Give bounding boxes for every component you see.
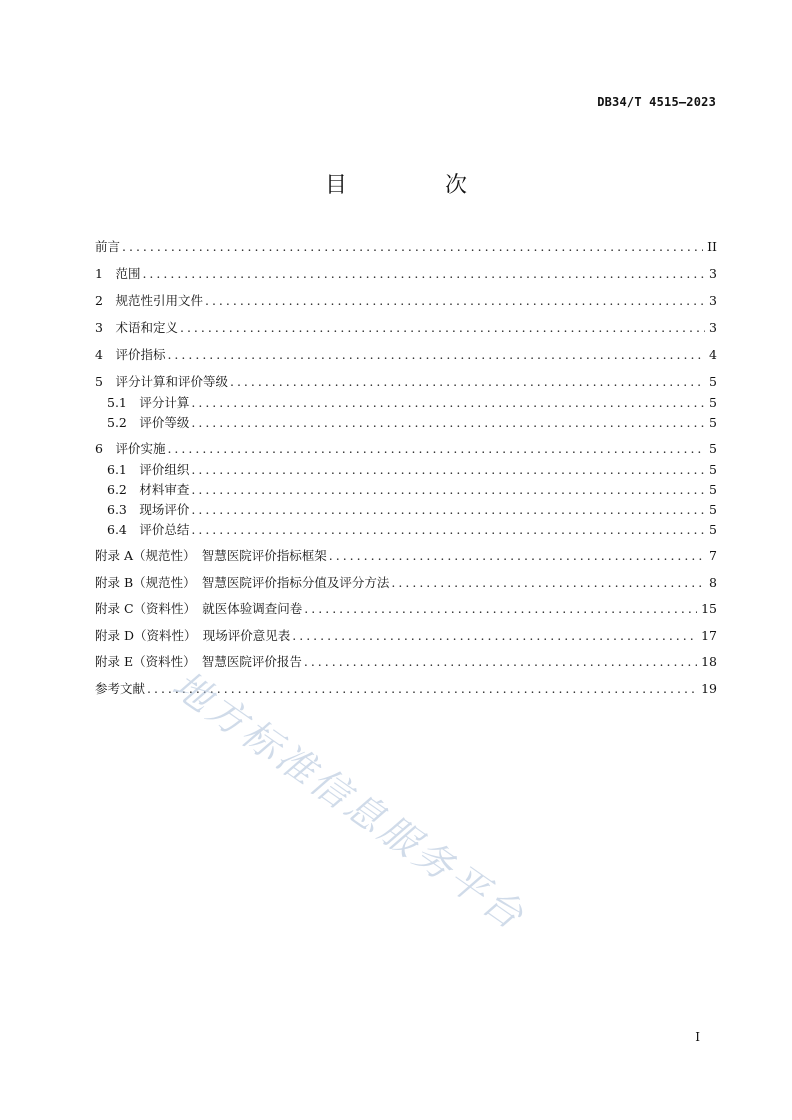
toc-entry-page: 7: [709, 548, 717, 563]
toc-entry-indicators[interactable]: [95, 346, 717, 364]
toc-entry-label: 4 评价指标: [95, 347, 166, 362]
toc-entry-appendix-d[interactable]: [95, 627, 717, 645]
toc-entry-page: 17: [701, 628, 717, 643]
toc-entry-page: 15: [701, 601, 717, 616]
toc-entry-page: 5: [709, 462, 717, 477]
toc-leader-dots: [304, 600, 697, 618]
toc-entry-page: 19: [701, 681, 717, 696]
toc-entry-page: 5: [709, 415, 717, 430]
toc-leader-dots: [191, 461, 705, 479]
toc-entry-label: 5 评分计算和评价等级: [95, 374, 228, 389]
toc-leader-dots: [205, 292, 705, 310]
toc-entry-6-4[interactable]: [107, 521, 717, 539]
toc-entry-label: 6.2 材料审查: [107, 482, 190, 497]
toc-leader-dots: [191, 481, 705, 499]
toc-leader-dots: [391, 574, 705, 592]
toc-entry-6-2[interactable]: [107, 481, 717, 499]
toc-entry-label: 5.1 评分计算: [107, 395, 190, 410]
toc-entry-page: 5: [709, 395, 717, 410]
toc-entry-label: 5.2 评价等级: [107, 415, 190, 430]
toc-entry-appendix-a[interactable]: [95, 547, 717, 565]
toc-leader-dots: [167, 440, 705, 458]
toc-entry-page: 5: [709, 441, 717, 456]
toc-entry-appendix-b[interactable]: [95, 574, 717, 592]
toc-entry-label: 附录 E（资料性） 智慧医院评价报告: [95, 654, 302, 669]
document-code: DB34/T 4515—2023: [597, 95, 716, 109]
page-title: 目 次: [324, 173, 505, 198]
toc-entry-label: 6.3 现场评价: [107, 502, 190, 517]
toc-entry-appendix-c[interactable]: [95, 600, 717, 618]
toc-entry-label: 附录 A（规范性） 智慧医院评价指标框架: [95, 548, 327, 563]
toc-entry-label: 6 评价实施: [95, 441, 166, 456]
toc-entry-page: 8: [709, 575, 717, 590]
toc-entry-page: 3: [709, 320, 717, 335]
watermark: 地方标准信息服务平台: [164, 662, 534, 940]
toc-entry-page: 5: [709, 522, 717, 537]
toc-entry-page: 3: [709, 266, 717, 281]
toc-entry-page: 4: [709, 347, 717, 362]
toc-entry-scope[interactable]: [95, 265, 717, 283]
toc-entry-label: 附录 D（资料性） 现场评价意见表: [95, 628, 291, 643]
toc-entry-page: 3: [709, 293, 717, 308]
toc-entry-label: 参考文献: [95, 681, 146, 696]
toc-entry-page: 18: [701, 654, 717, 669]
toc-entry-page: 5: [709, 482, 717, 497]
toc-leader-dots: [191, 521, 705, 539]
toc-leader-dots: [180, 319, 705, 337]
toc-leader-dots: [191, 414, 705, 432]
toc-entry-label: 6.4 评价总结: [107, 522, 190, 537]
page-number: I: [695, 1030, 700, 1044]
toc-entry-5-1[interactable]: [107, 394, 717, 412]
toc-entry-label: 2 规范性引用文件: [95, 293, 203, 308]
toc-leader-dots: [191, 394, 705, 412]
toc-entry-5-2[interactable]: [107, 414, 717, 432]
toc-entry-label: 附录 C（资料性） 就医体验调查问卷: [95, 601, 303, 616]
toc-entry-normative-references[interactable]: [95, 292, 717, 310]
toc-entry-6-1[interactable]: [107, 461, 717, 479]
toc-leader-dots: [304, 653, 697, 671]
toc-entry-label: 1 范围: [95, 266, 141, 281]
toc-entry-page: 5: [709, 374, 717, 389]
toc-leader-dots: [292, 627, 697, 645]
toc-entry-foreword[interactable]: [95, 238, 717, 256]
toc-entry-label: 前言: [95, 239, 121, 254]
toc-leader-dots: [167, 346, 705, 364]
toc-entry-implementation[interactable]: [95, 440, 717, 458]
toc-leader-dots: [230, 373, 705, 391]
toc-leader-dots: [122, 238, 703, 256]
toc-entry-page: 5: [709, 502, 717, 517]
toc-entry-label: 附录 B（规范性） 智慧医院评价指标分值及评分方法: [95, 575, 390, 590]
toc-entry-label: 6.1 评价组织: [107, 462, 190, 477]
toc-entry-terms[interactable]: [95, 319, 717, 337]
toc-leader-dots: [142, 265, 705, 283]
toc-entry-label: 3 术语和定义: [95, 320, 178, 335]
toc-leader-dots: [329, 547, 705, 565]
toc-entry-page: II: [707, 239, 717, 254]
toc-entry-6-3[interactable]: [107, 501, 717, 519]
toc-entry-scoring-grading[interactable]: [95, 373, 717, 391]
toc-leader-dots: [191, 501, 705, 519]
